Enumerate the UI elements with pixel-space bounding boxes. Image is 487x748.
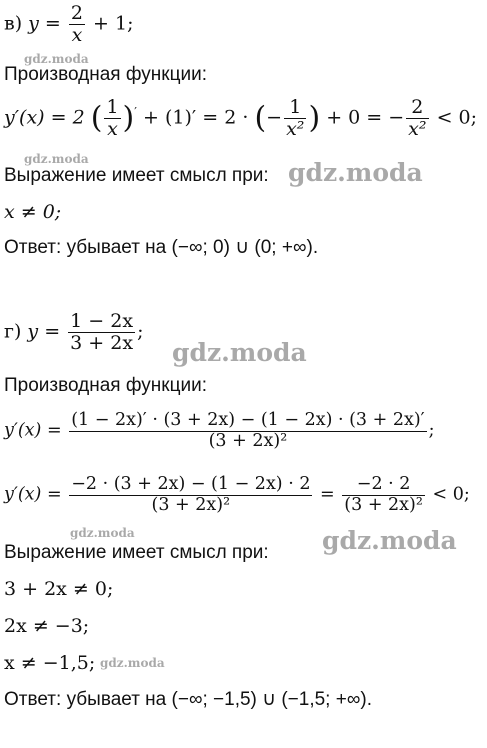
part-g-deriv2-fraction-2 xyxy=(342,476,425,514)
watermark: gdz.moda xyxy=(172,338,307,367)
paren-open: ( xyxy=(254,100,267,136)
deriv-end: ; xyxy=(428,420,435,441)
frac-num: −2 · 2 xyxy=(342,476,425,496)
minus-sign: − xyxy=(266,106,283,129)
part-g-condition-1: 3 + 2x ≠ 0; xyxy=(4,578,114,600)
part-g-condition-3: x ≠ −1,5; xyxy=(4,652,96,674)
part-v-func-lhs: y = xyxy=(28,12,61,35)
frac-num: 1 − 2x xyxy=(70,310,134,332)
part-g-deriv2-fraction xyxy=(69,476,312,514)
part-v-func-num: 2 xyxy=(70,2,83,24)
part-v-deriv-tail: + 0 = − xyxy=(326,106,405,129)
paren-open: ( xyxy=(90,100,103,136)
frac-den: (3 + 2x)² xyxy=(208,430,288,451)
prime-mark: ′ xyxy=(134,105,137,120)
answer-text: убывает на (−∞; −1,5) ∪ (−1,5; +∞). xyxy=(66,689,372,710)
part-g-func-end: ; xyxy=(137,320,144,343)
part-g-condition-2: 2x ≠ −3; xyxy=(4,615,90,637)
part-v-function xyxy=(4,4,134,45)
frac-den: x² xyxy=(286,118,305,140)
watermark: gdz.moda xyxy=(100,656,165,670)
frac-den: 3 + 2x xyxy=(70,332,134,354)
deriv-lhs: y′(x) = xyxy=(4,420,62,441)
part-v-deriv-end: < 0; xyxy=(436,106,478,129)
watermark: gdz.moda xyxy=(24,52,89,66)
deriv-lhs: y′(x) = xyxy=(4,484,62,505)
part-v-deriv-frac1 xyxy=(104,98,120,139)
part-g-function xyxy=(4,312,143,353)
watermark: gdz.moda xyxy=(288,158,423,187)
frac-den: x² xyxy=(408,118,427,140)
frac-den: x xyxy=(107,118,118,140)
frac-num: 1 xyxy=(284,98,306,119)
part-g-answer xyxy=(4,690,372,709)
part-g-deriv1-fraction xyxy=(69,412,426,450)
part-v-func-fraction xyxy=(69,4,85,45)
part-v-answer xyxy=(4,238,318,257)
watermark: gdz.moda xyxy=(24,152,89,166)
part-g-derivative-1 xyxy=(4,412,435,450)
part-v-domain-condition: x ≠ 0; xyxy=(4,201,62,223)
part-g-func-lhs: y = xyxy=(27,320,61,343)
frac-num: 1 xyxy=(106,96,119,118)
part-g-derivative-heading: Производная функции: xyxy=(4,375,207,396)
part-v-func-den: x xyxy=(71,24,83,46)
frac-den: (3 + 2x)² xyxy=(344,494,423,515)
equals-sign: = xyxy=(320,484,335,505)
part-v-deriv-frac3 xyxy=(406,98,428,139)
part-v-domain-heading: Выражение имеет смысл при: xyxy=(4,165,269,186)
answer-text: убывает на (−∞; 0) ∪ (0; +∞). xyxy=(66,237,319,258)
frac-den: (3 + 2x)² xyxy=(151,494,231,515)
frac-num: 2 xyxy=(406,98,428,119)
part-v-label: в) xyxy=(4,12,23,35)
answer-label: Ответ: xyxy=(4,237,62,258)
part-g-domain-heading: Выражение имеет смысл при: xyxy=(4,542,269,563)
answer-label: Ответ: xyxy=(4,689,62,710)
part-g-label: г) xyxy=(4,320,22,343)
frac-num: −2 · (3 + 2x) − (1 − 2x) · 2 xyxy=(71,474,311,494)
watermark: gdz.moda xyxy=(70,526,135,540)
frac-num: (1 − 2x)′ · (3 + 2x) − (1 − 2x) · (3 + 2x)′ xyxy=(71,410,425,430)
part-v-func-rest: + 1; xyxy=(93,12,134,35)
paren-close: ) xyxy=(122,100,135,136)
part-v-derivative-heading: Производная функции: xyxy=(4,64,207,85)
deriv-end: < 0; xyxy=(432,484,470,505)
paren-close: ) xyxy=(308,100,321,136)
part-g-func-fraction xyxy=(68,312,135,353)
part-v-deriv-lhs: y′(x) = 2 xyxy=(4,106,85,129)
part-g-derivative-2 xyxy=(4,476,470,514)
part-v-deriv-mid: + (1)′ = 2 · xyxy=(143,106,249,129)
watermark: gdz.moda xyxy=(322,526,457,555)
part-v-deriv-frac2 xyxy=(284,98,306,139)
part-v-derivative xyxy=(4,98,477,139)
